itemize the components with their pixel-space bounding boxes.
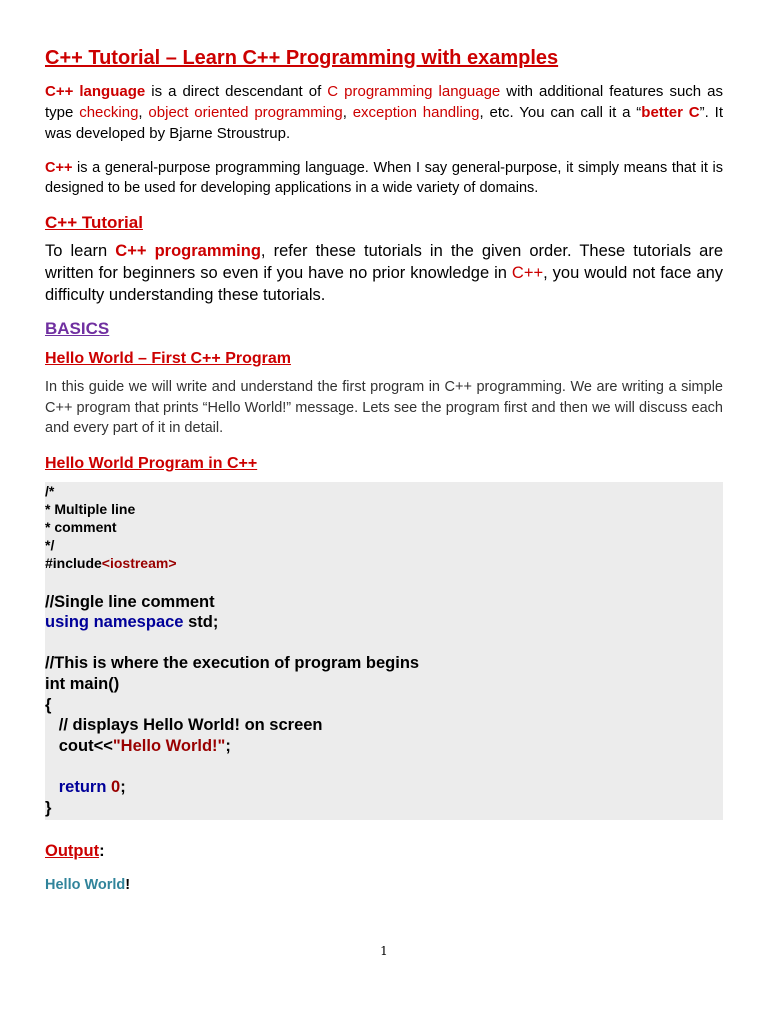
page-title[interactable]: C++ Tutorial – Learn C++ Programming with examples xyxy=(45,47,559,69)
return-value: 0 xyxy=(111,778,121,797)
code-line: { xyxy=(45,695,52,714)
code-blank-line xyxy=(45,633,723,653)
intro2-text: is a general-purpose programming language. When I say general-purpose, it simply means that it is designed to be used for developing applications in a wide variety of domains. xyxy=(45,160,723,196)
code-line: * comment xyxy=(45,518,117,535)
hello-world-paragraph: In this guide we will write and understand the first program in C++ programming. We are writing a simple C++ program that prints “Hello World!” message. Lets see the program first and then we will discuss each and every part of it in detail. xyxy=(45,379,723,436)
intro1-text-2: with additional features such as type xyxy=(45,83,723,121)
intro-paragraph-1 xyxy=(45,81,723,144)
tutorial-text-2: , refer these tutorials in the given order. These tutorials are written for beginners so even if you have no prior knowledge in xyxy=(45,242,724,282)
intro1-text-1: is a direct descendant of xyxy=(145,83,328,100)
output-colon: : xyxy=(99,841,105,860)
code-line: /* xyxy=(45,482,55,499)
code-line-using xyxy=(45,612,723,633)
program-output xyxy=(45,876,723,894)
intro1-text-3: , etc. You can call it a “ xyxy=(479,104,642,121)
code-line: } xyxy=(45,798,52,817)
code-line-return xyxy=(45,777,723,798)
indent xyxy=(45,778,59,796)
output-exclamation: ! xyxy=(125,876,131,893)
code-line: * Multiple line xyxy=(45,500,136,517)
c-programming-language-link[interactable]: C programming language xyxy=(327,83,501,100)
basics-heading[interactable]: BASICS xyxy=(45,319,110,338)
code-line-cout xyxy=(45,736,723,757)
hello-world-heading[interactable]: Hello World – First C++ Program xyxy=(45,350,291,367)
output-heading xyxy=(45,840,723,862)
page-number: 1 xyxy=(380,944,388,958)
semicolon: ; xyxy=(120,778,126,797)
string-literal: "Hello World!" xyxy=(112,737,226,756)
intro1-comma-2: , xyxy=(342,104,353,121)
cpp-link[interactable]: C++ xyxy=(45,160,73,176)
tutorial-text-3: , you would not face any difficulty understanding these tutorials. xyxy=(45,264,723,304)
semicolon: ; xyxy=(225,737,231,756)
code-block xyxy=(45,482,723,820)
cpp-language-link[interactable]: C++ language xyxy=(45,83,146,100)
output-label-link[interactable]: Output xyxy=(45,841,100,860)
oop-link[interactable]: object oriented programming xyxy=(148,104,343,121)
code-blank-line xyxy=(45,572,723,592)
code-line: int main() xyxy=(45,674,120,693)
cpp-inline-link[interactable]: C++ xyxy=(511,264,544,282)
intro1-text-4: ”. It was developed by Bjarne Stroustrup. xyxy=(45,104,723,142)
tutorial-heading[interactable]: C++ Tutorial xyxy=(45,213,143,232)
include-directive: #include xyxy=(45,554,102,571)
code-line: // displays Hello World! on screen xyxy=(45,716,323,735)
code-line: */ xyxy=(45,536,55,553)
better-c-text: better C xyxy=(641,104,700,121)
cout-statement: cout<< xyxy=(45,737,113,756)
intro-paragraph-2 xyxy=(45,158,723,198)
namespace-std: std; xyxy=(183,613,219,632)
keyword-using-namespace: using namespace xyxy=(45,613,184,632)
code-line-include xyxy=(45,554,723,572)
page-content xyxy=(45,45,723,894)
keyword-return: return xyxy=(58,778,107,797)
cpp-programming-link[interactable]: C++ programming xyxy=(115,242,261,260)
output-hello-world: Hello World xyxy=(45,876,126,893)
include-header: <iostream> xyxy=(101,554,177,571)
program-heading[interactable]: Hello World Program in C++ xyxy=(45,454,258,472)
tutorial-text-1: To learn xyxy=(45,242,116,260)
code-blank-line xyxy=(45,757,723,777)
intro1-comma-1: , xyxy=(138,104,149,121)
tutorial-paragraph xyxy=(45,240,723,306)
exception-handling-link[interactable]: exception handling xyxy=(352,104,480,121)
checking-link[interactable]: checking xyxy=(79,104,139,121)
code-line: //Single line comment xyxy=(45,592,215,611)
code-line: //This is where the execution of program begins xyxy=(45,654,420,673)
